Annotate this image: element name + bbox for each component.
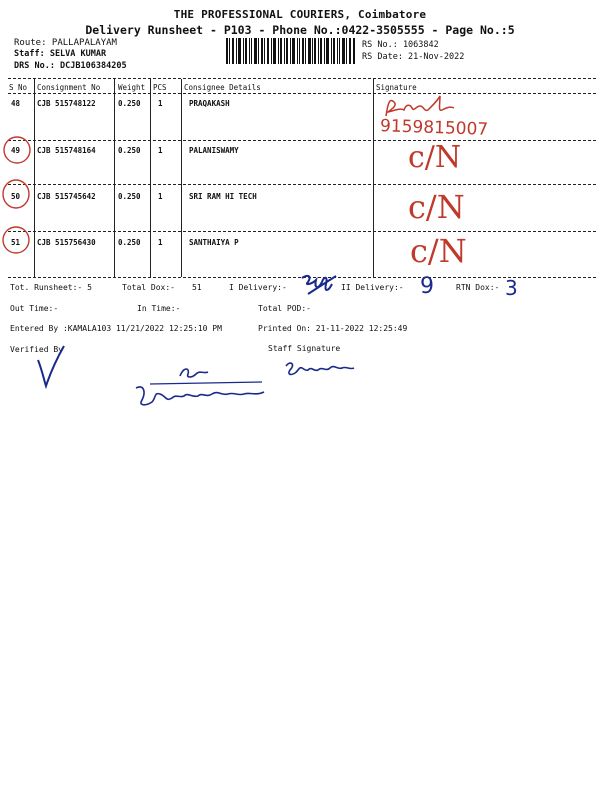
red-circle-marks: [0, 130, 40, 260]
runsheet-subtitle: Delivery Runsheet - P103 - Phone No.:0422-3505555 - Page No.:5: [85, 23, 515, 37]
verifier-signature: [28, 340, 78, 390]
company-title: THE PROFESSIONAL COURIERS, Coimbatore: [173, 8, 427, 21]
cn-mark: c/N: [408, 188, 465, 226]
row-pcs: 1: [158, 238, 163, 247]
row-sno: 51: [11, 238, 21, 247]
verified-by-label: Verified By: [10, 345, 63, 354]
row-sno: 49: [11, 146, 21, 155]
staff-signature-scribble: [280, 356, 360, 386]
total-dox-value: 51: [192, 283, 202, 292]
table-header-rule: [8, 93, 596, 94]
handwritten-scribble: [298, 272, 344, 298]
staff-label: Staff: SELVA KUMAR: [14, 49, 107, 59]
entered-by: Entered By :KAMALA103 11/21/2022 12:25:10 PM: [10, 324, 222, 333]
cn-mark: c/N: [410, 232, 467, 270]
row-pcs: 1: [158, 146, 163, 155]
col-header-pcs: PCS: [153, 83, 167, 92]
printed-on: Printed On: 21-11-2022 12:25:49: [258, 324, 408, 333]
row-consignment: CJB 515748122: [37, 99, 96, 108]
i-delivery-label: I Delivery:-: [229, 283, 287, 292]
row-rule: [8, 184, 596, 185]
col-header-signature: Signature: [376, 83, 417, 92]
row-weight: 0.250: [118, 146, 141, 155]
in-time-label: In Time:-: [137, 304, 181, 313]
row-rule: [8, 231, 596, 232]
table-top-rule: [8, 78, 596, 79]
row-consignee: SANTHAIYA P: [189, 238, 239, 247]
cn-mark: c/N: [408, 140, 462, 175]
col-divider: [181, 79, 182, 277]
col-header-sno: S No: [9, 83, 28, 92]
row-consignment: CJB 515756430: [37, 238, 96, 247]
rtn-dox-label: RTN Dox:-: [456, 283, 500, 292]
col-divider: [150, 79, 151, 277]
total-dox-label: Total Dox:-: [122, 283, 175, 292]
handwritten-rtn-count: 3: [505, 276, 518, 300]
route-label: Route: PALLAPALAYAM: [14, 38, 117, 48]
row-consignment: CJB 515748164: [37, 146, 96, 155]
col-header-consignee: Consignee Details: [184, 83, 261, 92]
total-pod-label: Total POD:-: [258, 304, 311, 313]
col-header-weight: Weight: [118, 83, 146, 92]
ii-delivery-label: II Delivery:-: [341, 283, 404, 292]
row-pcs: 1: [158, 192, 163, 201]
col-divider: [114, 79, 115, 277]
row-weight: 0.250: [118, 99, 141, 108]
row-sno: 48: [11, 99, 21, 108]
barcode: [226, 38, 356, 64]
row-weight: 0.250: [118, 238, 141, 247]
drs-number: DRS No.: DCJB106384205: [14, 61, 127, 71]
row-rule: [8, 140, 596, 141]
handwritten-count: 9: [420, 274, 434, 299]
row-consignee: SRI RAM HI TECH: [189, 192, 257, 201]
barcode-graphic: [226, 38, 356, 64]
row-sno: 50: [11, 192, 21, 201]
row-consignee: PALANISWAMY: [189, 146, 239, 155]
row-consignee: PRAQAKASH: [189, 99, 230, 108]
col-divider: [373, 79, 374, 277]
col-header-consignment: Consignment No: [37, 83, 101, 92]
rs-date: RS Date: 21-Nov-2022: [362, 52, 465, 62]
handwritten-phone: 9159815007: [379, 116, 489, 140]
row-pcs: 1: [158, 99, 163, 108]
tot-runsheet: Tot. Runsheet:- 5: [10, 283, 92, 292]
rs-number: RS No.: 1063842: [362, 40, 439, 50]
out-time-label: Out Time:-: [10, 304, 59, 313]
row-consignment: CJB 515745642: [37, 192, 96, 201]
row-weight: 0.250: [118, 192, 141, 201]
handwritten-signature: [130, 362, 280, 412]
staff-signature-label: Staff Signature: [268, 344, 341, 353]
